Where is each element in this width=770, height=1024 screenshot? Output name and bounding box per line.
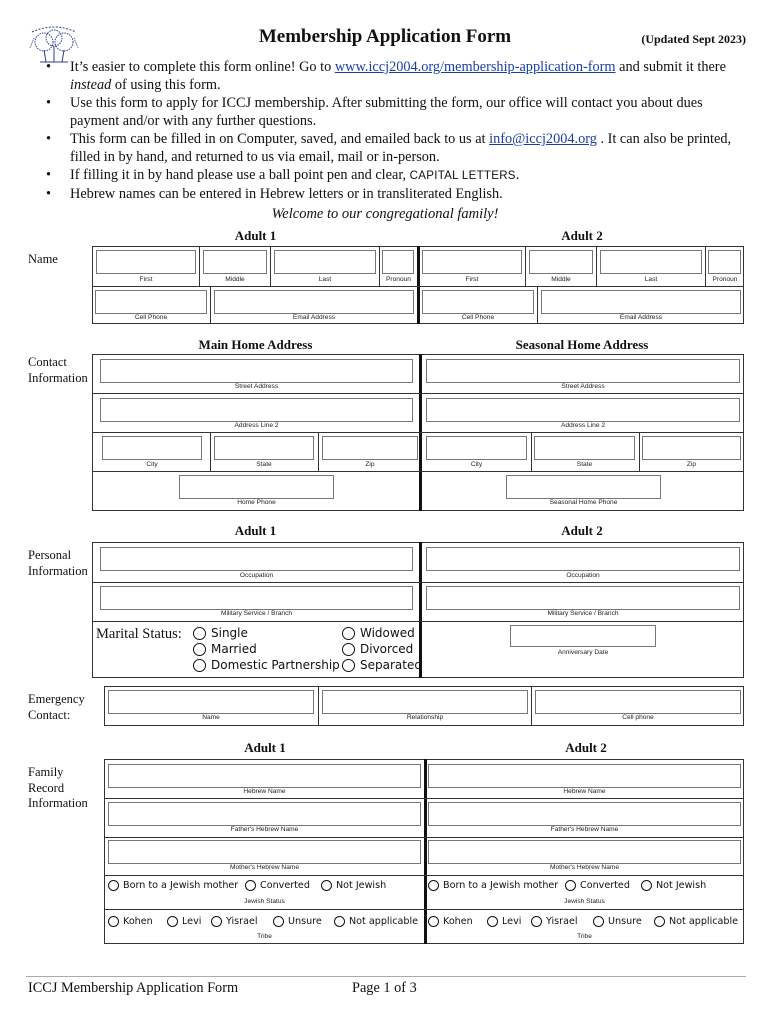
anniversary-date-input[interactable] (510, 625, 656, 647)
adult1-military-input[interactable] (100, 586, 413, 610)
adult2-kohen-radio[interactable]: Kohen (428, 916, 473, 927)
main-address-line2-input[interactable] (100, 398, 413, 422)
adult1-converted-radio[interactable]: Converted (245, 880, 310, 891)
caption-middle: Middle (551, 276, 571, 283)
adult1-not-applicable-radio[interactable]: Not applicable (334, 916, 418, 927)
radio-circle-icon (273, 916, 284, 927)
radio-circle-icon (565, 880, 576, 891)
adult1-born-jewish-radio[interactable]: Born to a Jewish mother (108, 880, 238, 891)
caption-zip: Zip (686, 461, 697, 468)
caption-first: First (139, 276, 153, 283)
marital-widowed-radio[interactable]: Widowed (342, 626, 415, 640)
main-street-input[interactable] (100, 359, 413, 383)
caption-ec-cellphone: Cell phone (622, 714, 654, 721)
caption-middle: Middle (225, 276, 245, 283)
caption-state: State (256, 461, 272, 468)
radio-circle-icon (108, 880, 119, 891)
caption-cell-phone: Cell Phone (461, 314, 495, 321)
marital-domestic-partnership-radio[interactable]: Domestic Partnership (193, 658, 340, 672)
radio-circle-icon (428, 916, 439, 927)
caption-anniversary: Anniversary Date (557, 649, 609, 656)
adult2-cell-phone-input[interactable] (422, 290, 534, 314)
marital-married-radio[interactable]: Married (193, 642, 257, 656)
radio-circle-icon (167, 916, 178, 927)
membership-form-link[interactable]: www.iccj2004.org/membership-application-form (334, 59, 616, 75)
radio-circle-icon (487, 916, 498, 927)
adult2-yisrael-radio[interactable]: Yisrael (531, 916, 578, 927)
adult1-pronoun-input[interactable] (382, 250, 414, 274)
adult1-heading: Adult 1 (234, 228, 277, 243)
home-phone-input[interactable] (179, 475, 334, 499)
adult1-heading: Adult 1 (234, 523, 277, 538)
radio-circle-icon (342, 643, 355, 656)
radio-circle-icon (321, 880, 332, 891)
adult1-middle-name-input[interactable] (203, 250, 267, 274)
radio-circle-icon (334, 916, 345, 927)
caption-tribe: Tribe (257, 933, 272, 940)
instruction-online: • It’s easier to complete this form online! Go to www.iccj2004.org/membership-application-form and submit it there instead of using this form. (44, 58, 754, 94)
adult1-mother-hebrew-input[interactable] (108, 840, 421, 864)
caption-occupation: Occupation (239, 572, 274, 579)
caption-last: Last (318, 276, 332, 283)
seasonal-zip-input[interactable] (642, 436, 741, 460)
caption-father-hebrew: Father's Hebrew Name (230, 826, 299, 833)
adult1-email-input[interactable] (214, 290, 414, 314)
adult2-converted-radio[interactable]: Converted (565, 880, 630, 891)
footer-divider (26, 976, 746, 977)
contact-information-label: Contact Information (28, 355, 88, 385)
radio-circle-icon (211, 916, 222, 927)
adult2-not-jewish-radio[interactable]: Not Jewish (641, 880, 706, 891)
marital-status-label: Marital Status: (96, 626, 182, 642)
instruction-email: • This form can be filled in on Computer, saved, and emailed back to us at info@iccj2004.org . It can also be printed, filled in by hand, and returned to us via email, mail or in-person. (44, 130, 754, 166)
instruction-apply: • Use this form to apply for ICCJ membership. After submitting the form, our office will contact you about dues payment and/or with any further questions. (44, 94, 754, 130)
instructions-list (44, 58, 754, 203)
adult2-heading: Adult 2 (561, 228, 603, 243)
radio-circle-icon (641, 880, 652, 891)
radio-circle-icon (531, 916, 542, 927)
adult2-levi-radio[interactable]: Levi (487, 916, 521, 927)
adult1-hebrew-name-input[interactable] (108, 764, 421, 788)
caption-hebrew-name: Hebrew Name (243, 788, 286, 795)
caption-home-phone: Home Phone (237, 499, 276, 506)
adult2-last-name-input[interactable] (600, 250, 702, 274)
adult2-unsure-radio[interactable]: Unsure (593, 916, 642, 927)
caption-tribe: Tribe (577, 933, 592, 940)
adult1-yisrael-radio[interactable]: Yisrael (211, 916, 258, 927)
name-label: Name (28, 252, 58, 266)
radio-circle-icon (193, 659, 206, 672)
caption-military: Military Service / Branch (220, 610, 293, 617)
caption-ec-name: Name (202, 714, 220, 721)
adult2-middle-name-input[interactable] (529, 250, 593, 274)
adult1-occupation-input[interactable] (100, 547, 413, 571)
caption-zip: Zip (365, 461, 375, 468)
adult2-born-jewish-radio[interactable]: Born to a Jewish mother (428, 880, 558, 891)
radio-circle-icon (108, 916, 119, 927)
adult1-unsure-radio[interactable]: Unsure (273, 916, 322, 927)
main-state-input[interactable] (214, 436, 314, 460)
emergency-name-input[interactable] (108, 690, 314, 714)
emergency-cellphone-input[interactable] (535, 690, 741, 714)
caption-pronoun: Pronoun (386, 276, 411, 283)
family-record-label: Family Record Information (28, 765, 88, 810)
radio-circle-icon (342, 627, 355, 640)
caption-seasonal-phone: Seasonal Home Phone (549, 499, 618, 506)
caption-email: Email Address (619, 314, 663, 321)
caption-street: Street Address (561, 383, 605, 390)
seasonal-city-input[interactable] (426, 436, 527, 460)
main-address-heading: Main Home Address (198, 337, 313, 352)
adult1-last-name-input[interactable] (274, 250, 376, 274)
caption-first: First (465, 276, 479, 283)
adult1-levi-radio[interactable]: Levi (167, 916, 201, 927)
caption-street: Street Address (234, 383, 279, 390)
seasonal-state-input[interactable] (534, 436, 635, 460)
adult2-heading: Adult 2 (561, 523, 603, 538)
caption-hebrew-name: Hebrew Name (563, 788, 606, 795)
radio-circle-icon (654, 916, 665, 927)
adult2-occupation-input[interactable] (426, 547, 740, 571)
emergency-contact-label: Emergency Contact: (28, 692, 85, 722)
footer-page-number: Page 1 of 3 (352, 980, 417, 996)
emergency-relationship-input[interactable] (322, 690, 528, 714)
radio-circle-icon (193, 643, 206, 656)
seasonal-address-line2-input[interactable] (426, 398, 740, 422)
caption-occupation: Occupation (566, 572, 600, 579)
caption-city: City (470, 461, 483, 468)
caption-city: City (146, 461, 158, 468)
marital-divorced-radio[interactable]: Divorced (342, 642, 413, 656)
welcome-message: Welcome to our congregational family! (271, 206, 499, 222)
instruction-hebrew: • Hebrew names can be entered in Hebrew letters or in transliterated English. (44, 185, 754, 203)
adult2-hebrew-name-input[interactable] (428, 764, 741, 788)
radio-circle-icon (245, 880, 256, 891)
radio-circle-icon (428, 880, 439, 891)
adult1-kohen-radio[interactable]: Kohen (108, 916, 153, 927)
adult2-mother-hebrew-input[interactable] (428, 840, 741, 864)
adult1-cell-phone-input[interactable] (95, 290, 207, 314)
main-zip-input[interactable] (322, 436, 418, 460)
adult2-father-hebrew-input[interactable] (428, 802, 741, 826)
footer-form-name: ICCJ Membership Application Form (28, 980, 239, 996)
caption-address2: Address Line 2 (561, 422, 605, 429)
personal-information-label: Personal Information (28, 548, 88, 578)
adult2-not-applicable-radio[interactable]: Not applicable (654, 916, 738, 927)
updated-date: (Updated Sept 2023) (641, 32, 746, 46)
adult2-pronoun-input[interactable] (708, 250, 741, 274)
caption-ec-relationship: Relationship (406, 714, 444, 721)
adult1-first-name-input[interactable] (96, 250, 196, 274)
caption-last: Last (644, 276, 658, 283)
adult2-first-name-input[interactable] (422, 250, 522, 274)
caption-address2: Address Line 2 (234, 422, 279, 429)
caption-pronoun: Pronoun (712, 276, 738, 283)
caption-father-hebrew: Father's Hebrew Name (550, 826, 619, 833)
caption-mother-hebrew: Mother's Hebrew Name (549, 864, 620, 871)
caption-cell-phone: Cell Phone (134, 314, 168, 321)
adult1-heading: Adult 1 (244, 740, 286, 755)
radio-circle-icon (193, 627, 206, 640)
caption-mother-hebrew: Mother's Hebrew Name (229, 864, 300, 871)
adult1-father-hebrew-input[interactable] (108, 802, 421, 826)
caption-jewish-status: Jewish Status (244, 898, 285, 905)
caption-state: State (576, 461, 593, 468)
adult2-email-input[interactable] (541, 290, 741, 314)
adult2-heading: Adult 2 (565, 740, 607, 755)
adult2-military-input[interactable] (426, 586, 740, 610)
caption-email: Email Address (292, 314, 336, 321)
caption-military: Military Service / Branch (547, 610, 619, 617)
radio-circle-icon (593, 916, 604, 927)
main-city-input[interactable] (102, 436, 202, 460)
radio-circle-icon (342, 659, 355, 672)
seasonal-home-phone-input[interactable] (506, 475, 661, 499)
adult1-not-jewish-radio[interactable]: Not Jewish (321, 880, 386, 891)
email-link[interactable]: info@iccj2004.org (489, 131, 597, 147)
marital-single-radio[interactable]: Single (193, 626, 248, 640)
marital-separated-radio[interactable]: Separated (342, 658, 422, 672)
page-title: Membership Application Form (258, 26, 512, 47)
seasonal-address-heading: Seasonal Home Address (515, 337, 649, 352)
instruction-handwriting: • If filling it in by hand please use a ball point pen and clear, CAPITAL LETTERS. (44, 166, 754, 185)
caption-jewish-status: Jewish Status (564, 898, 605, 905)
seasonal-street-input[interactable] (426, 359, 740, 383)
